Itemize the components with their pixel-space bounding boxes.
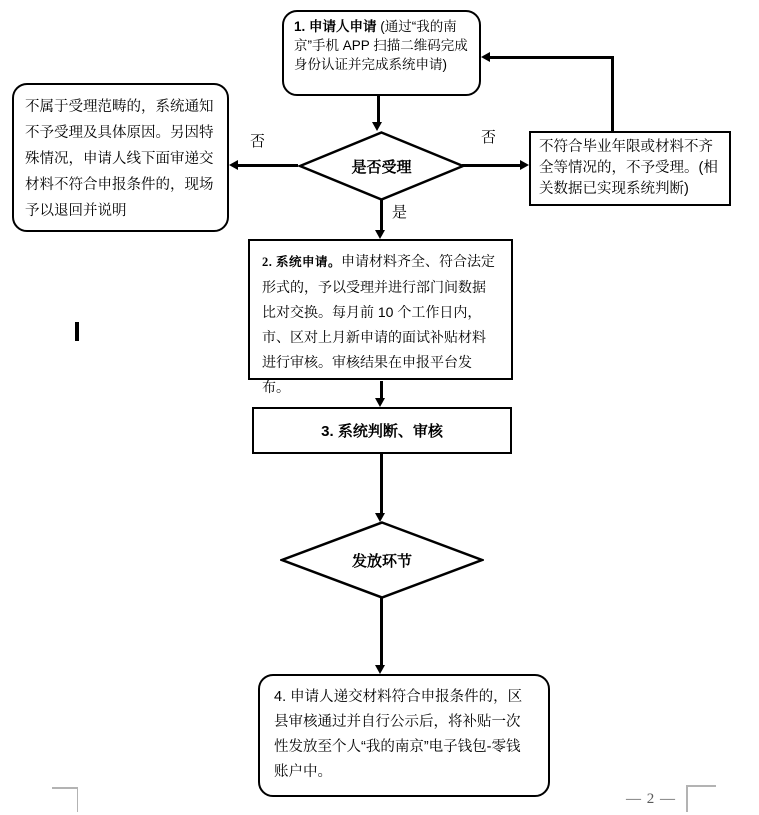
arrow-down-icon	[375, 665, 385, 674]
decision1-label: 是否受理	[351, 158, 412, 176]
step1-text: (通过“我的南京”手机 APP 扫描二维码完成身份认证并完成系统申请)	[294, 19, 468, 72]
arrow-down-icon	[372, 122, 382, 131]
arrow-left-icon	[229, 160, 238, 170]
connector-decision2-to-step4	[380, 598, 383, 667]
reject-left-text: 不属于受理范畴的，系统通知不予受理及具体原因。另因特殊情况，申请人线下面审递交材料不符合申报条件的，现场予以退回并说明	[25, 99, 214, 219]
arrow-down-icon	[375, 230, 385, 239]
margin-corner-mark	[686, 785, 716, 787]
reject-left-box	[12, 83, 229, 232]
margin-corner-mark	[686, 785, 688, 812]
connector-feedback-vertical	[611, 56, 614, 132]
edge-label-yes: 是	[392, 204, 408, 221]
reject-right-box	[529, 131, 731, 206]
reject-right-text: 不符合毕业年限或材料不齐全等情况的，不予受理。(相关数据已实现系统判断)	[539, 139, 718, 197]
decision2-issuance-diamond	[280, 521, 484, 599]
step2-text: 申请材料齐全、符合法定形式的，予以受理并进行部门间数据比对交换。每月前 10 个工作日内，市、区对上月新申请的面试补贴材料进行审核。审核结果在申报平台发布。	[262, 253, 496, 395]
step3-system-review-box	[252, 407, 512, 454]
decision1-accept-diamond	[298, 131, 465, 201]
connector-feedback-horizontal	[490, 56, 612, 59]
step2-lead: 2. 系统申请。	[262, 255, 342, 269]
margin-corner-mark	[77, 787, 79, 812]
step1-lead: 1. 申请人申请	[294, 19, 377, 34]
step4-issue-subsidy-box	[258, 674, 550, 797]
step3-label: 3. 系统判断、审核	[321, 423, 443, 440]
step4-text: 4. 申请人递交材料符合申报条件的，区县审核通过并自行公示后，将补贴一次性发放至个人“我的南京”电子钱包-零钱账户中。	[274, 689, 523, 780]
arrow-left-icon	[481, 52, 490, 62]
decision2-label: 发放环节	[351, 552, 412, 570]
step2-system-apply-box	[248, 239, 513, 395]
margin-corner-mark	[52, 787, 78, 789]
connector-decision1-to-reject-left	[238, 164, 298, 167]
connector-step3-to-decision2	[380, 454, 383, 515]
connector-decision1-to-reject-right	[462, 164, 521, 167]
connector-decision1-to-step2	[380, 199, 383, 231]
edge-label-no-right: 否	[481, 129, 497, 146]
step1-applicant-apply-box	[282, 10, 481, 96]
text-cursor-mark	[75, 322, 79, 341]
arrow-right-icon	[520, 160, 529, 170]
edge-label-no-left: 否	[250, 133, 266, 150]
connector-step1-to-decision1	[377, 94, 380, 124]
page-number: — 2 —	[626, 791, 676, 807]
